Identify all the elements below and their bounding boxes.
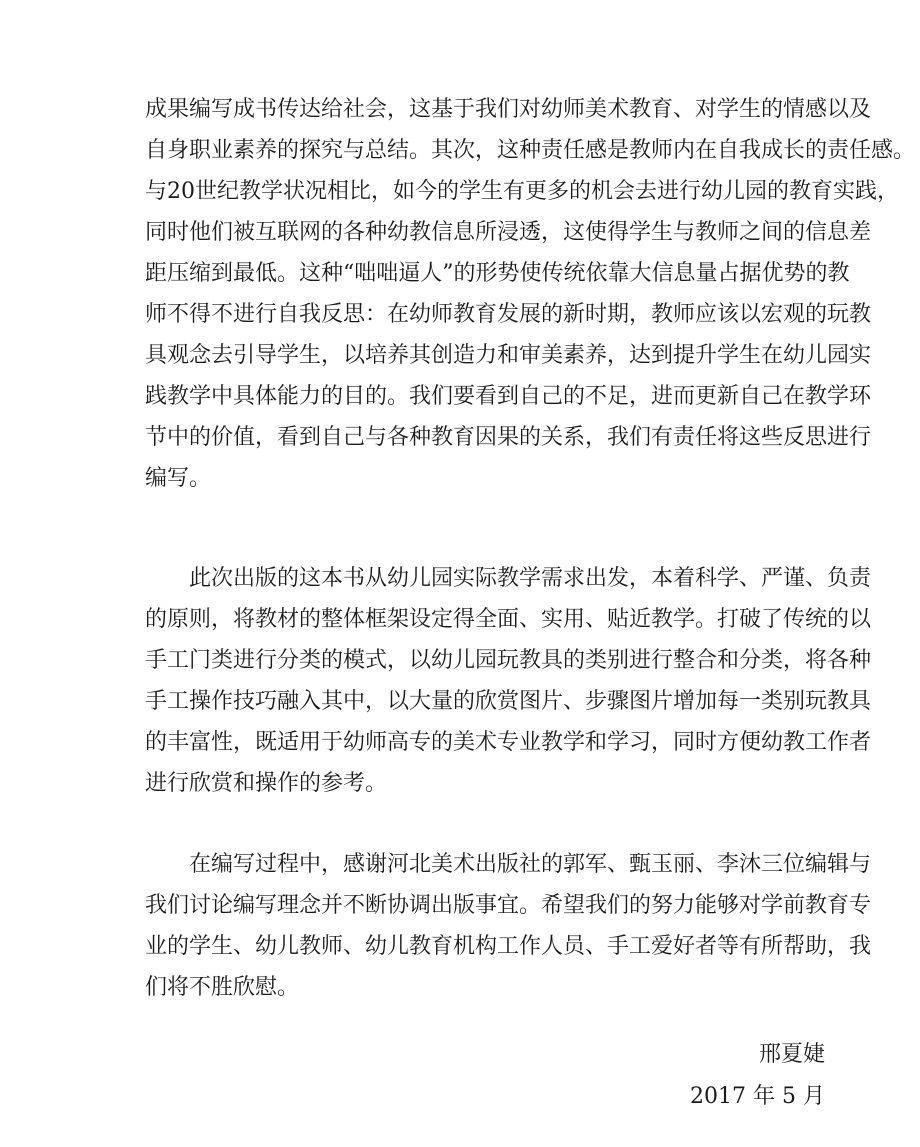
text-line: 手工门类进行分类的模式，以幼儿园玩教具的类别进行整合和分类，将各种: [145, 648, 872, 673]
paragraph-3: [145, 844, 872, 1008]
text-line: 在编写过程中，感谢河北美术出版社的郭军、甄玉丽、李沐三位编辑与: [189, 852, 872, 877]
text-line: 践教学中具体能力的目的。我们要看到自己的不足，进而更新自己在教学环: [145, 384, 872, 409]
text-line: 师不得不进行自我反思：在幼师教育发展的新时期，教师应该以宏观的玩教: [145, 302, 872, 327]
text-line: 距压缩到最低。这种“咄咄逼人”的形势使传统依靠大信息量占据优势的教: [145, 261, 850, 286]
text-line: 我们讨论编写理念并不断协调出版事宜。希望我们的努力能够对学前教育专: [145, 893, 872, 918]
text-line: 的原则，将教材的整体框架设定得全面、实用、贴近教学。打破了传统的以: [145, 607, 872, 632]
text-line: 节中的价值，看到自己与各种教育因果的关系，我们有责任将这些反思进行: [145, 425, 872, 450]
text-line: 编写。: [145, 466, 212, 491]
text-line: 的丰富性，既适用于幼师高专的美术专业教学和学习，同时方便幼教工作者: [145, 730, 872, 755]
text-line: 业的学生、幼儿教师、幼儿教育机构工作人员、手工爱好者等有所帮助，我: [145, 934, 872, 959]
text-line: 成果编写成书传达给社会，这基于我们对幼师美术教育、对学生的情感以及: [145, 97, 872, 122]
text-line: 自身职业素养的探究与总结。其次，这种责任感是教师内在自我成长的责任感。: [145, 138, 916, 163]
signature-date: 2017 年 5 月: [690, 1084, 825, 1109]
text-line: 们将不胜欣慰。: [145, 975, 300, 1000]
paragraph-1: [145, 89, 916, 499]
text-line: 同时他们被互联网的各种幼教信息所浸透，这使得学生与教师之间的信息差: [145, 220, 872, 245]
text-line: 手工操作技巧融入其中，以大量的欣赏图片、步骤图片增加每一类别玩教具: [145, 689, 872, 714]
text-line: 具观念去引导学生，以培养其创造力和审美素养，达到提升学生在幼儿园实: [145, 343, 872, 368]
signature-author: 邢夏婕: [758, 1042, 825, 1067]
text-line: 进行欣赏和操作的参考。: [145, 771, 388, 796]
text-line: 与20世纪教学状况相比，如今的学生有更多的机会去进行幼儿园的教育实践，: [145, 179, 899, 204]
paragraph-2: [145, 558, 872, 804]
text-line: 此次出版的这本书从幼儿园实际教学需求出发，本着科学、严谨、负责: [189, 566, 872, 591]
